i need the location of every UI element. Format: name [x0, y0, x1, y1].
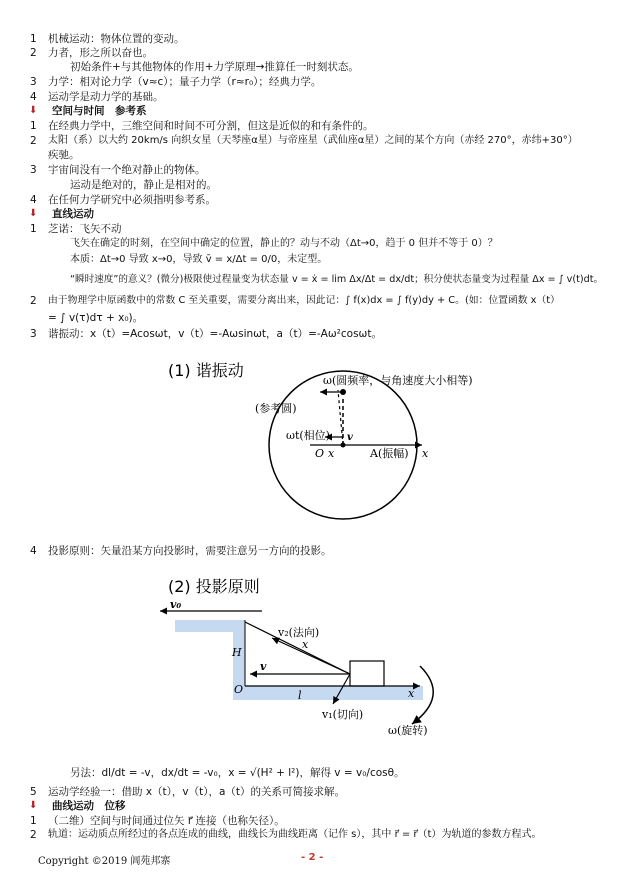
item-number: 1	[30, 223, 37, 235]
x-axis-label: x	[422, 447, 429, 460]
l-label: l	[298, 689, 302, 702]
item-number: 2	[30, 135, 37, 147]
v1-label: v₁(切向)	[322, 708, 364, 721]
figure-title: (2) 投影原则	[168, 577, 260, 596]
text-line: 由于物理学中原函数中的常数 C 至关重要，需要分离出来，因此记：∫ f(x)dx = ∫ f(y)dy + C。(如：位置函数 x（t）	[48, 295, 560, 306]
text-line: 飞矢在确定的时刻，在空间中确定的位置，静止的？动与不动（Δt→0，趋于 0 但并不等于 0）？	[70, 238, 498, 249]
item-number: 3	[30, 76, 37, 88]
text-line: “瞬时速度”的意义？(微分)极限使过程量变为状态量 v = ẋ = lim Δx/Δt = dx/dt；积分使状态量变为过程量 Δx = ∫ v(t)dt。	[70, 274, 604, 285]
item-number: 3	[30, 164, 37, 176]
text-line: 芝诺：飞矢不动	[48, 223, 122, 235]
harmonic-oscillation-figure	[160, 356, 500, 546]
text-line: 宇宙间没有一个绝对静止的物体。	[48, 164, 206, 176]
x-axis-label: x	[408, 687, 415, 700]
projection-principle-figure	[150, 566, 450, 741]
text-line: 初始条件+与其他物体的作用+力学原理→推算任一时刻状态。	[70, 61, 359, 73]
v2-label: v₂(法向)	[278, 626, 320, 639]
item-number: 4	[30, 194, 37, 206]
reference-circle-label: (参考圆)	[255, 402, 297, 415]
figure-title: (1) 谐振动	[168, 361, 244, 380]
item-number: 1	[30, 33, 37, 45]
item-number: 2	[30, 47, 37, 59]
section-heading: 直线运动	[52, 208, 94, 220]
item-number: 1	[30, 120, 37, 132]
item-number: 3	[30, 328, 37, 340]
origin-label: O	[315, 447, 325, 460]
text-line: （二维）空间与时间通过位矢 r⃗ 连接（也称矢径）。	[48, 815, 285, 827]
v-label: v	[347, 432, 353, 443]
text-line: 投影原则：矢量沿某方向投影时，需要注意另一方向的投影。	[48, 545, 332, 557]
copyright-footer: Copyright ©2019 阊苑邦寨	[38, 856, 171, 867]
section-heading: 曲线运动 位移	[52, 800, 126, 812]
text-line: = ∫ v(τ)dτ + x₀)。	[48, 312, 144, 324]
text-line: 在经典力学中，三维空间和时间不可分割，但这是近似的和有条件的。	[48, 120, 374, 132]
phase-label: ωt(相位)	[286, 429, 330, 442]
text-line: 本质：Δt→0 导致 x→0，导致 v̄ = x/Δt = 0/0，未定型。	[70, 254, 328, 265]
omega-label: ω(旋转)	[388, 724, 428, 737]
lower-surface	[233, 686, 423, 700]
text-line: 运动学是动力学的基础。	[48, 91, 164, 103]
item-number: 4	[30, 91, 37, 103]
O-label: O	[234, 683, 244, 696]
text-line: 运动是绝对的，静止是相对的。	[70, 179, 217, 191]
H-label: H	[232, 646, 242, 659]
bullet-icon: ⬇	[29, 208, 38, 219]
rope-x-label: x	[302, 638, 309, 651]
text-line: 另法：dl/dt = -v，dx/dt = -v₀，x = √(H² + l²)，解得 v = v₀/cosθ。	[70, 767, 405, 779]
text-line: 在任何力学研究中必须指明参考系。	[48, 194, 216, 206]
block	[350, 661, 384, 686]
item-number: 5	[30, 786, 37, 798]
item-number: 4	[30, 545, 37, 557]
item-number: 2	[30, 829, 37, 841]
v0-label: v₀	[170, 598, 182, 611]
text-line: 力学：相对论力学（v≈c）；量子力学（r≈r₀）；经典力学。	[48, 76, 322, 88]
v-label: v	[260, 660, 267, 673]
text-line: 轨道：运动质点所经过的各点连成的曲线，曲线长为曲线距离（记作 s），其中 r⃗ = r⃗（t）为轨道的参数方程式。	[48, 829, 542, 840]
text-line: 谐振动：x（t）=Acosωt，v（t）=-Aωsinωt，a（t）=-Aω²cosωt。	[48, 328, 382, 340]
text-line: 运动学经验一：借助 x（t），v（t），a（t）的关系可简接求解。	[48, 786, 346, 798]
section-heading: 空间与时间 参考系	[52, 105, 147, 117]
amplitude-label: A(振幅)	[370, 447, 409, 460]
projection-point	[341, 443, 346, 448]
text-line: 疾驰。	[48, 149, 80, 161]
item-number: 2	[30, 295, 37, 307]
bullet-icon: ⬇	[29, 105, 38, 116]
text-line: 力者，形之所以奋也。	[48, 47, 153, 59]
text-line: 太阳（系）以大约 20km/s 向织女星（天琴座α星）与帝座星（武仙座α星）之间的某个方向（赤经 270°，赤纬+30°）	[48, 135, 578, 146]
page-number: - 2 -	[301, 852, 324, 863]
omega-label: ω(圆频率，与角速度大小相等)	[323, 374, 473, 387]
x-small-label: x	[328, 447, 335, 460]
bullet-icon: ⬇	[29, 800, 38, 811]
item-number: 1	[30, 815, 37, 827]
v2-arrow	[272, 638, 350, 674]
text-line: 机械运动：物体位置的变动。	[48, 33, 185, 45]
